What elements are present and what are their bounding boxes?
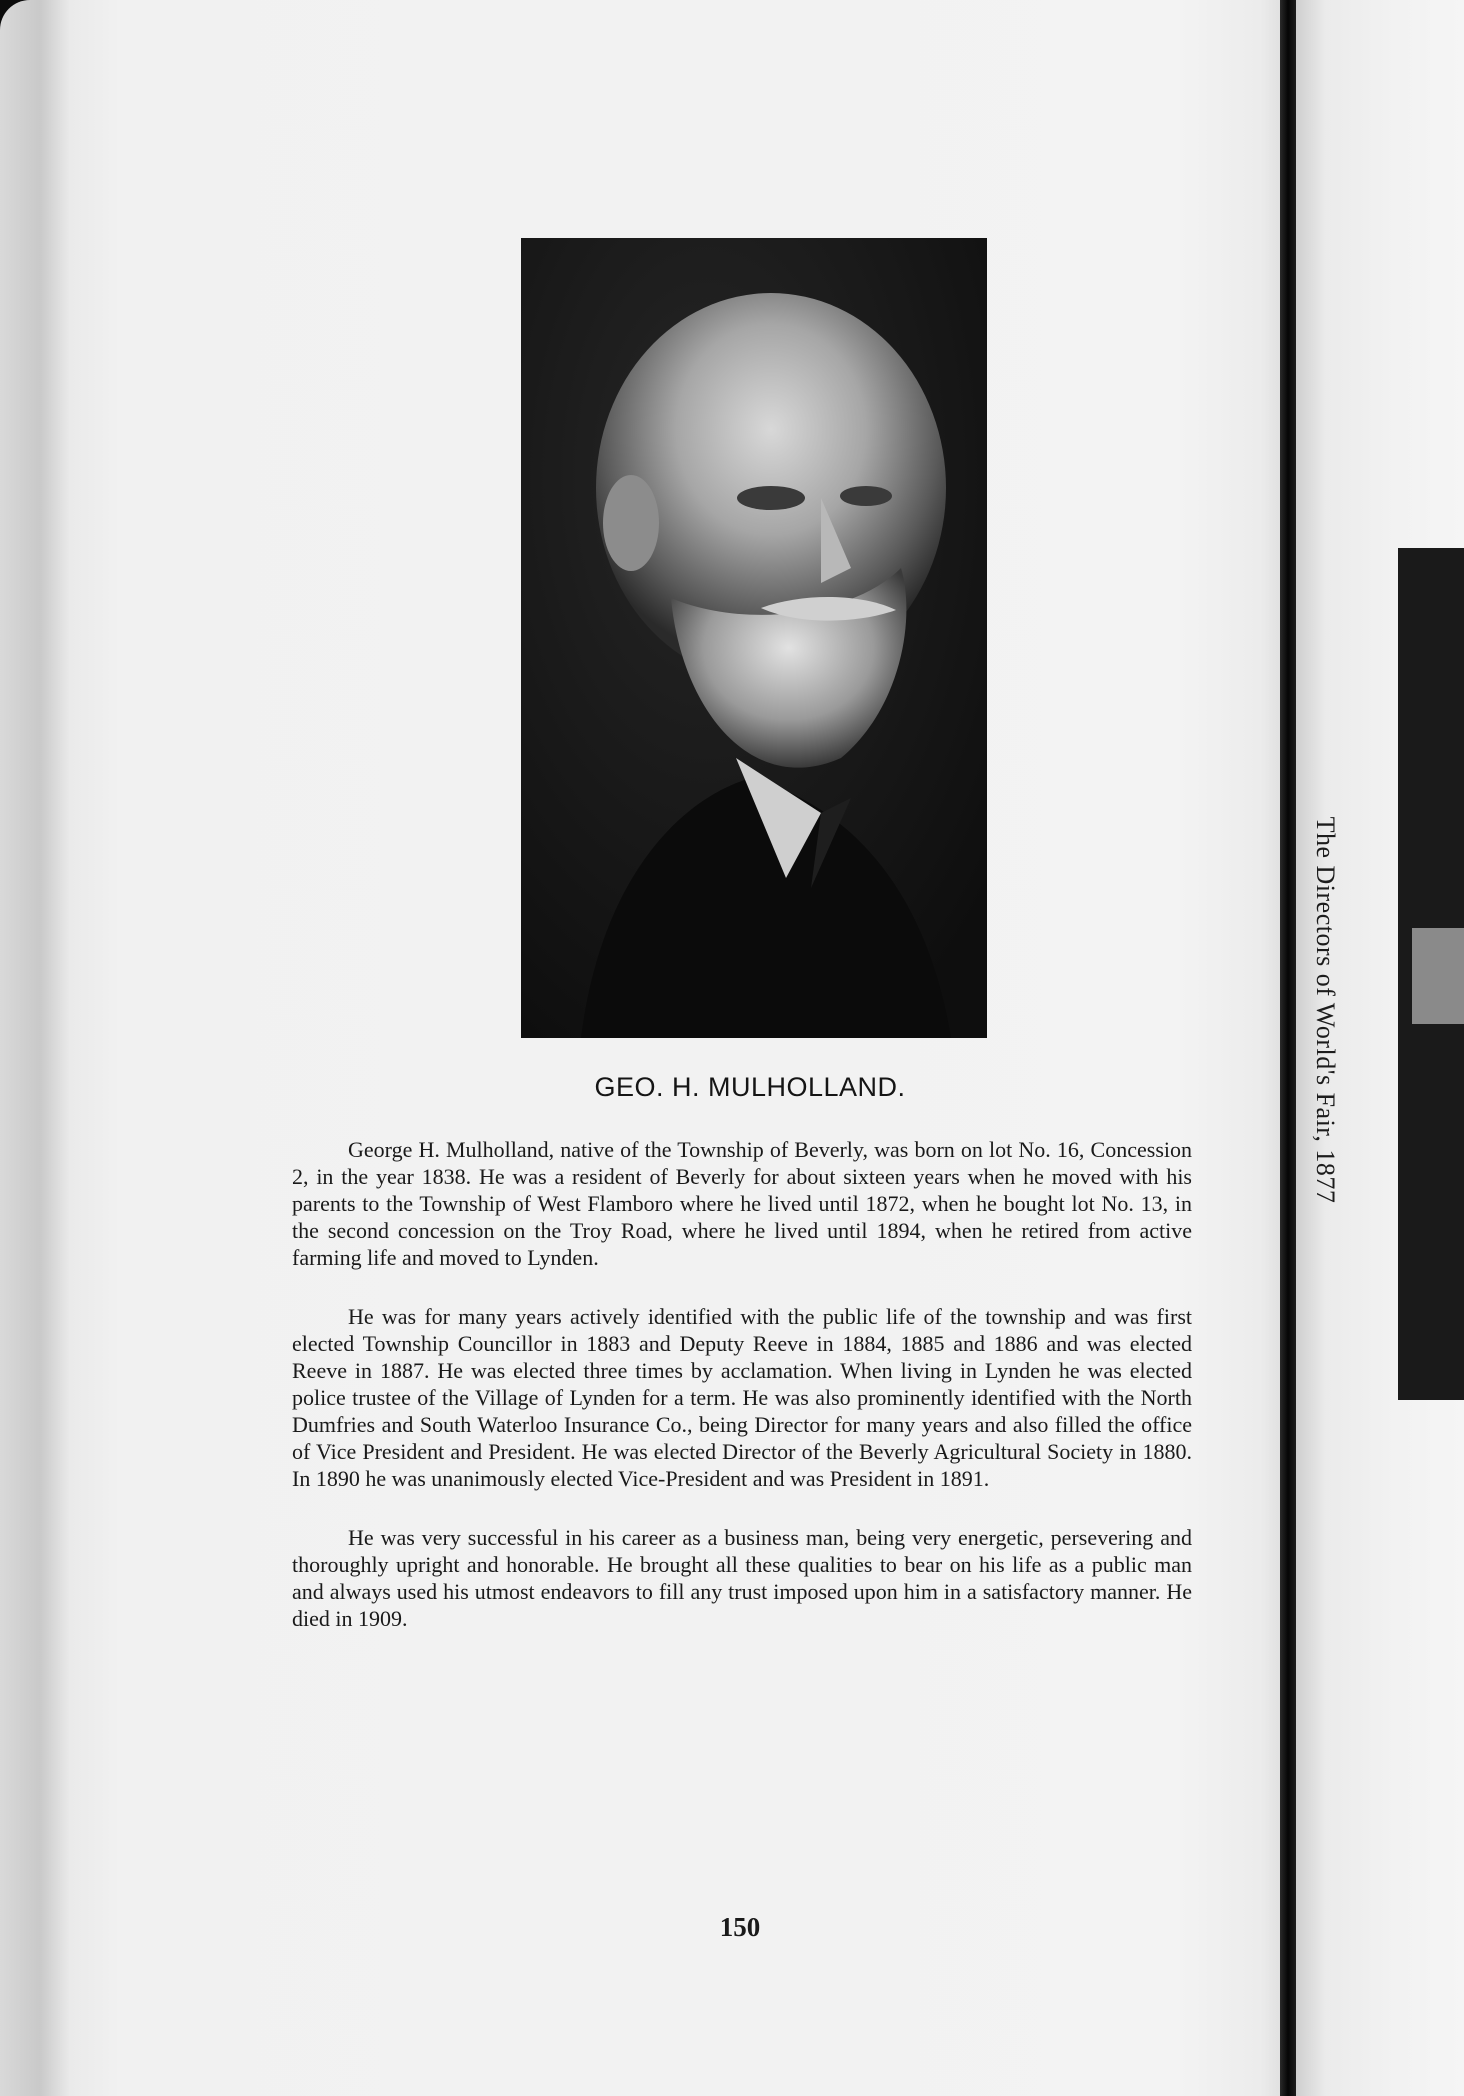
biography-text xyxy=(292,1136,1192,1664)
running-head xyxy=(1292,740,1358,1280)
biography-paragraph-2: He was for many years actively identified with the public life of the township and was first elected Township Councillor in 1883 and Deputy Reeve in 1884, 1885 and 1886 and was elected Reeve in 1887. He was elected three times by acclamation. When living in Lynden he was elected police trustee of the Village of Lynden for a term. He was also prominently identified with the North Dumfries and South Waterloo Insurance Co., being Director for many years and also filled the office of Vice President and President. He was elected Director of the Beverly Agricultural Society in 1880. In 1890 he was unanimously elected Vice-President and was President in 1891. xyxy=(292,1304,1192,1491)
portrait-caption: GEO. H. MULHOLLAND. xyxy=(594,1072,906,1102)
facing-page-photo-detail xyxy=(1412,928,1464,1024)
biography-paragraph-3: He was very successful in his career as a business man, being very energetic, persevering and thoroughly upright and honorable. He brought all these qualities to bear on his life as a public man and always used his utmost endeavors to fill any trust imposed upon him in a satisfactory manner. He died in 1909. xyxy=(292,1525,1192,1631)
page-number: 150 xyxy=(719,1912,761,1942)
portrait-photo xyxy=(521,238,987,1038)
biography-paragraph-1: George H. Mulholland, native of the Township of Beverly, was born on lot No. 16, Concession 2, in the year 1838. He was a resident of Beverly for about sixteen years when he moved with his parents to the Township of West Flamboro where he lived until 1872, when he bought lot No. 13, in the second concession on the Troy Road, where he lived until 1894, when he retired from active farming life and moved to Lynden. xyxy=(292,1137,1192,1270)
running-head-text: The Directors of World's Fair, 1877 xyxy=(1311,816,1340,1204)
portrait-photo-image xyxy=(521,238,987,1038)
facing-page-photo xyxy=(1398,548,1464,1400)
